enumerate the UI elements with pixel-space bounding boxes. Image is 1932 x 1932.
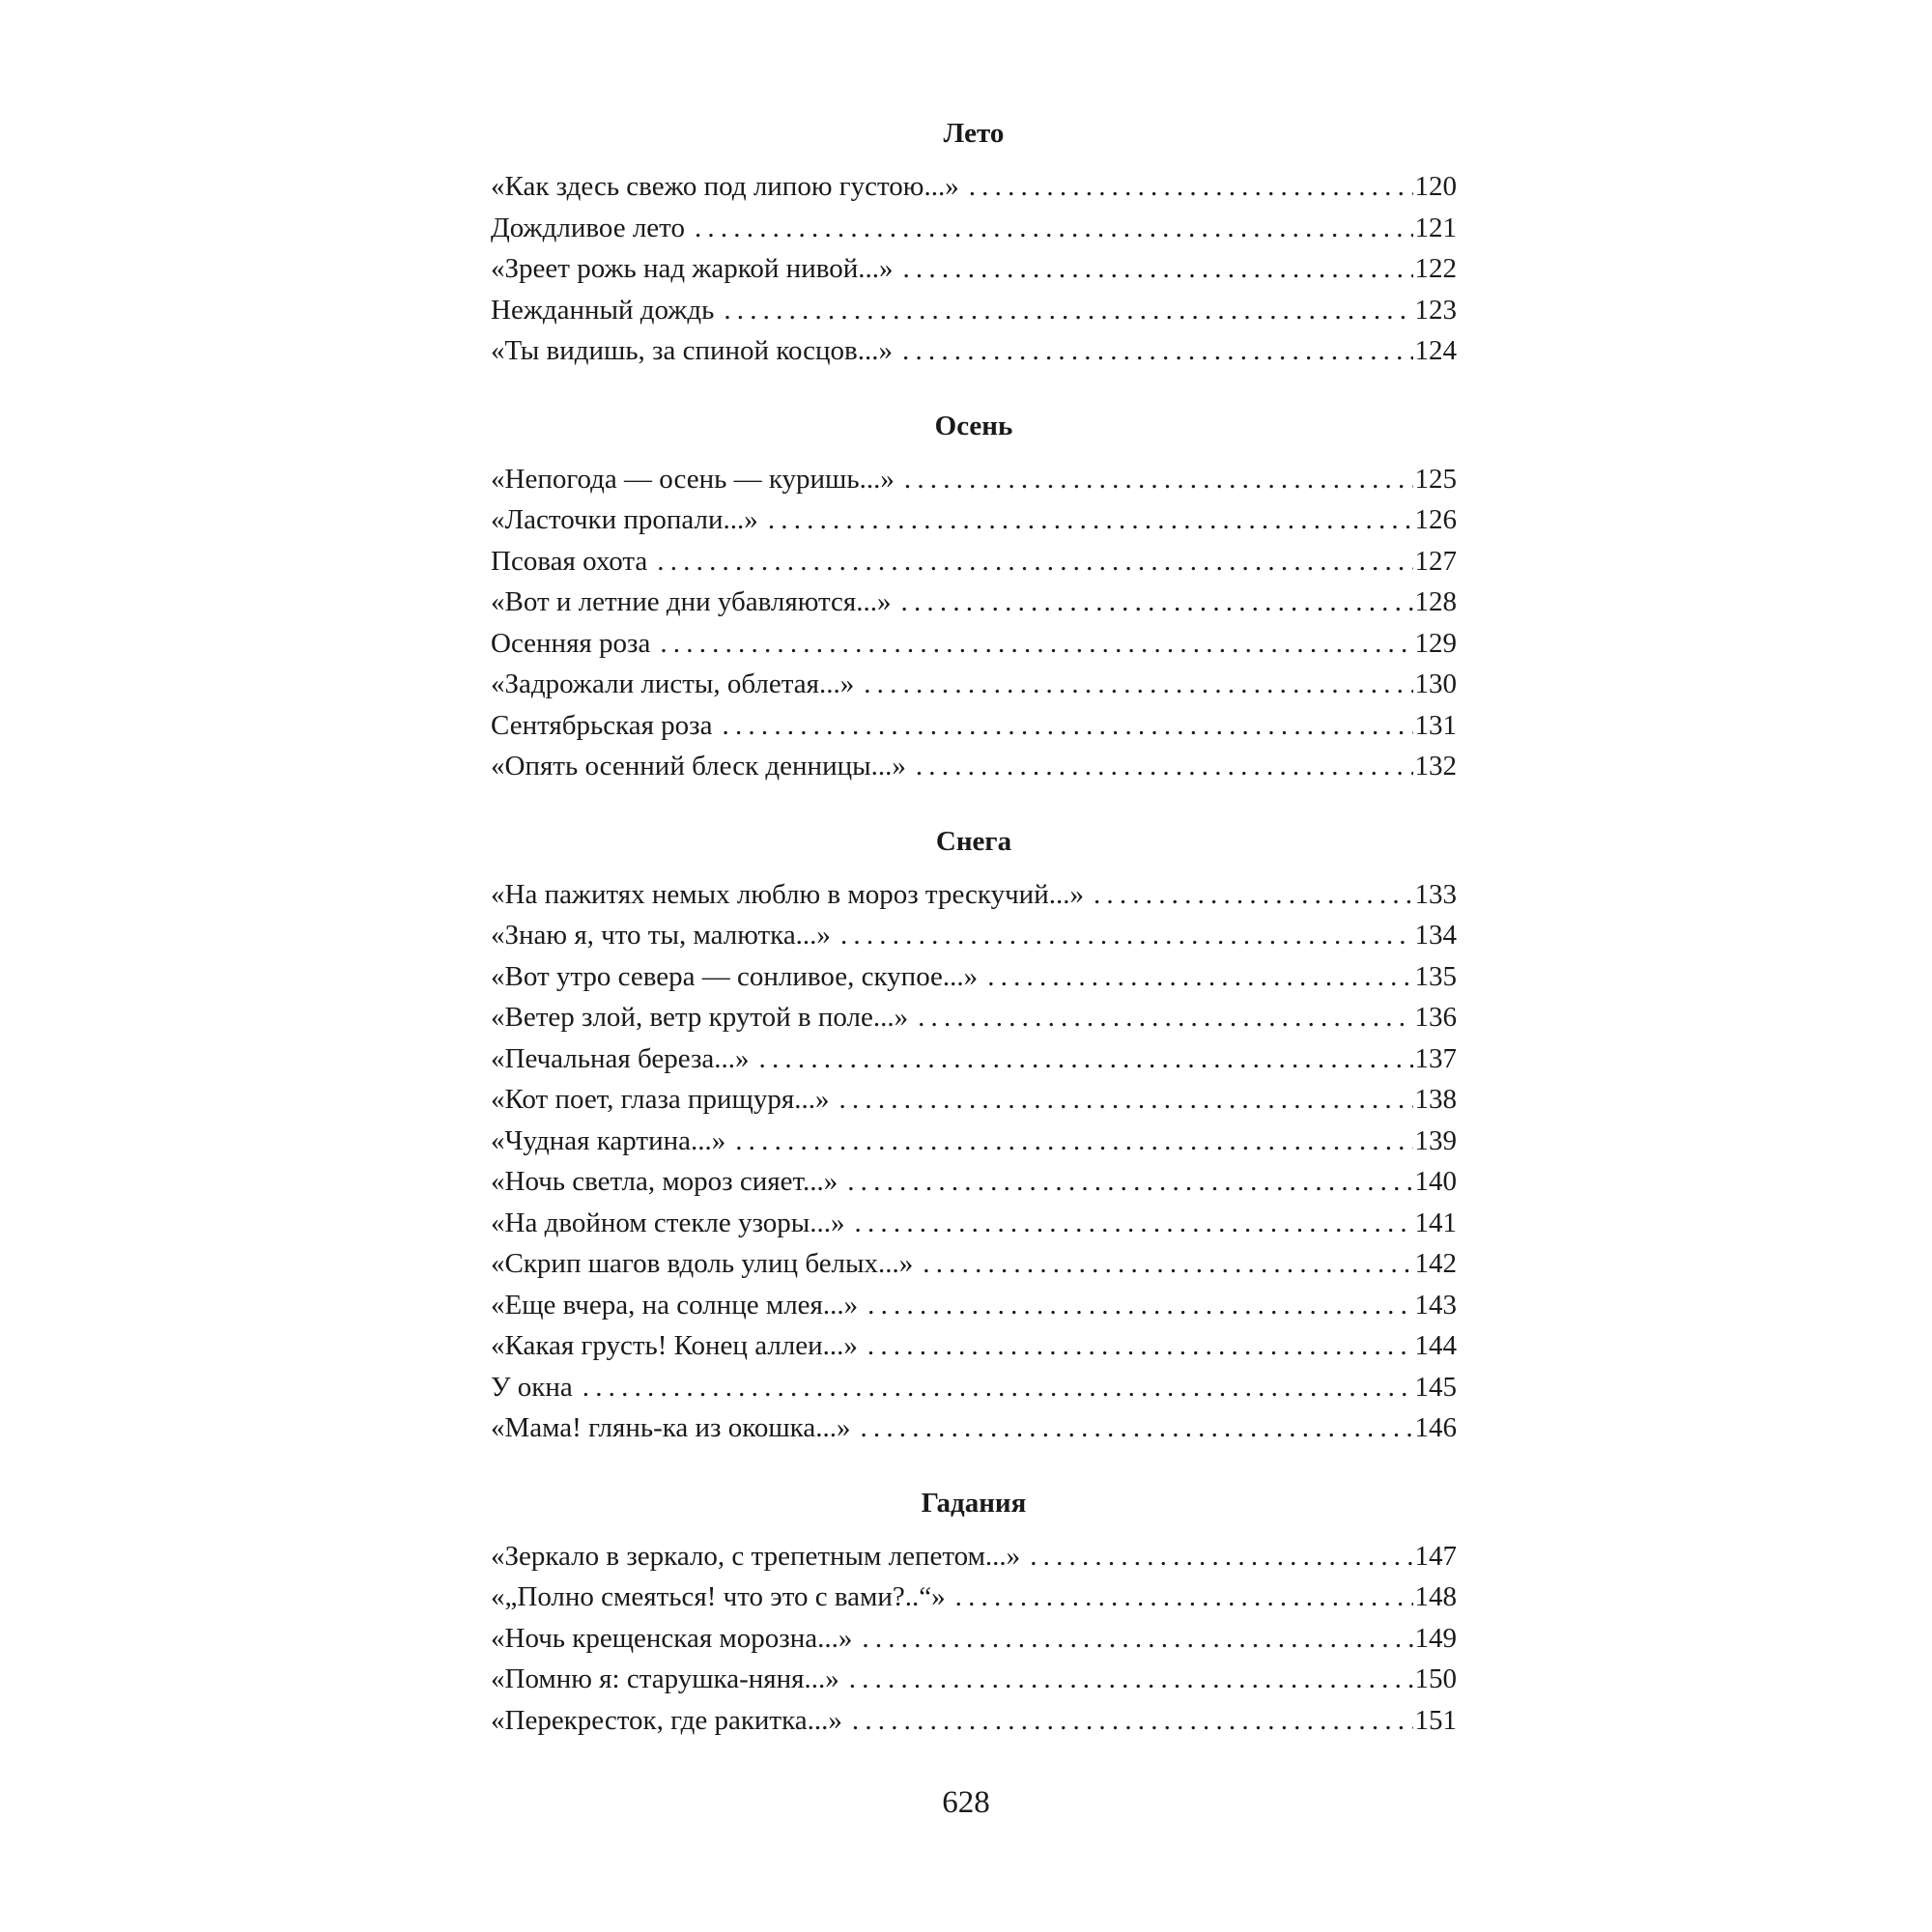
entry-page-number: 130 [1414, 668, 1457, 699]
dot-leader [969, 166, 1413, 208]
dot-leader [855, 1203, 1413, 1244]
dot-leader [904, 459, 1413, 500]
entry-title: «Какая грусть! Конец аллеи...» [491, 1330, 858, 1361]
entry-title: «Ветер злой, ветр крутой в поле...» [491, 1002, 909, 1033]
dot-leader [862, 1618, 1412, 1660]
dot-leader [916, 746, 1413, 787]
dot-leader [955, 1577, 1413, 1618]
entry-title: Дождливое лето [491, 212, 685, 243]
entry-page-number: 151 [1414, 1704, 1457, 1736]
toc-entries [491, 459, 1457, 787]
dot-leader [735, 1121, 1412, 1162]
section-heading: Гадания [921, 1487, 1027, 1519]
dot-leader [724, 290, 1412, 331]
toc-entry [491, 248, 1457, 290]
toc-entry [491, 290, 1457, 331]
entry-page-number: 147 [1414, 1540, 1457, 1572]
toc-entry [491, 915, 1457, 956]
dot-leader [867, 1285, 1412, 1326]
entry-title: «Чудная картина...» [491, 1124, 726, 1156]
dot-leader [852, 1700, 1413, 1742]
entry-page-number: 128 [1414, 586, 1457, 617]
entry-title: «Ласточки пропали...» [491, 504, 758, 535]
toc-entry [491, 330, 1457, 372]
dot-leader [660, 623, 1412, 665]
entry-page-number: 144 [1414, 1330, 1457, 1361]
entry-page-number: 120 [1414, 171, 1457, 202]
entry-title: «Ты видишь, за спиной косцов...» [491, 335, 893, 366]
entry-title: «Скрип шагов вдоль улиц белых...» [491, 1248, 914, 1279]
toc-entry [491, 208, 1457, 249]
entry-title: «На пажитях немых люблю в мороз трескучий...» [491, 878, 1084, 910]
dot-leader [902, 248, 1412, 290]
toc-entries [491, 1536, 1457, 1742]
dot-leader [582, 1367, 1413, 1408]
entry-page-number: 139 [1414, 1124, 1457, 1156]
entry-title: «Еще вчера, на солнце млея...» [491, 1289, 859, 1321]
dot-leader [768, 499, 1413, 541]
toc-section-snows [491, 822, 1457, 1449]
entry-title: «Задрожали листы, облетая...» [491, 668, 855, 699]
entry-title: «Мама! глянь-ка из окошка...» [491, 1412, 851, 1443]
section-heading: Осень [934, 410, 1013, 441]
entry-page-number: 141 [1414, 1207, 1457, 1238]
toc-entries [491, 166, 1457, 372]
toc-entry [491, 1325, 1457, 1367]
entry-title: Осенняя роза [491, 627, 651, 659]
toc-entry [491, 582, 1457, 623]
toc-entry [491, 1659, 1457, 1700]
page-number: 628 [942, 1785, 990, 1820]
entry-page-number: 143 [1414, 1289, 1457, 1321]
entry-title: Нежданный дождь [491, 294, 715, 326]
toc-section-fortune-telling [491, 1484, 1457, 1742]
dot-leader [987, 956, 1412, 998]
entry-page-number: 124 [1414, 335, 1457, 366]
entry-page-number: 145 [1414, 1371, 1457, 1403]
dot-leader [923, 1243, 1412, 1285]
entry-page-number: 122 [1414, 253, 1457, 284]
entry-page-number: 136 [1414, 1002, 1457, 1033]
entry-title: «Вот утро севера — сонливое, скупое...» [491, 960, 979, 992]
toc-entry [491, 1121, 1457, 1162]
entry-title: «Знаю я, что ты, малютка...» [491, 920, 831, 951]
toc-entry [491, 956, 1457, 998]
entry-page-number: 135 [1414, 960, 1457, 992]
toc-entry [491, 874, 1457, 916]
dot-leader [759, 1038, 1413, 1080]
entry-page-number: 149 [1414, 1622, 1457, 1654]
entry-page-number: 134 [1414, 920, 1457, 951]
toc-entry [491, 1243, 1457, 1285]
table-of-contents [491, 114, 1457, 1776]
toc-section-autumn [491, 407, 1457, 787]
toc-entry [491, 1618, 1457, 1660]
dot-leader [847, 1161, 1412, 1203]
toc-entry [491, 166, 1457, 208]
entry-title: Псовая охота [491, 545, 648, 577]
section-heading: Снега [935, 825, 1012, 857]
dot-leader [901, 582, 1413, 623]
entry-title: «Ночь крещенская морозна...» [491, 1622, 853, 1654]
toc-entry [491, 746, 1457, 787]
entry-title: «Непогода — осень — куришь...» [491, 463, 895, 495]
entry-page-number: 137 [1414, 1042, 1457, 1074]
dot-leader [723, 705, 1413, 747]
entry-title: «На двойном стекле узоры...» [491, 1207, 845, 1238]
dot-leader [867, 1325, 1413, 1367]
toc-entry [491, 623, 1457, 665]
entry-title: «Опять осенний блеск денницы...» [491, 751, 906, 781]
dot-leader [838, 1079, 1412, 1121]
toc-entry [491, 997, 1457, 1038]
section-heading: Лето [943, 118, 1005, 149]
toc-entry [491, 541, 1457, 582]
toc-entry [491, 1285, 1457, 1326]
entry-title: У окна [491, 1371, 573, 1403]
toc-entry [491, 1577, 1457, 1618]
entry-title: «Зеркало в зеркало, с трепетным лепетом...» [491, 1540, 1021, 1572]
dot-leader [860, 1407, 1412, 1449]
dot-leader [902, 330, 1413, 372]
entry-title: «Печальная береза...» [491, 1042, 750, 1074]
entry-page-number: 132 [1414, 751, 1457, 781]
entry-page-number: 125 [1414, 463, 1457, 495]
entry-title: «Помню я: старушка-няня...» [491, 1663, 839, 1694]
entry-page-number: 126 [1414, 504, 1457, 535]
toc-entries [491, 874, 1457, 1449]
toc-section-summer [491, 114, 1457, 372]
toc-entry [491, 459, 1457, 500]
entry-page-number: 131 [1414, 709, 1457, 741]
entry-page-number: 142 [1414, 1248, 1457, 1279]
entry-title: «„Полно смеяться! что это с вами?..“» [491, 1581, 946, 1612]
entry-title: «Вот и летние дни убавляются...» [491, 586, 892, 617]
toc-entry [491, 1161, 1457, 1203]
entry-title: «Кот поет, глаза прищуря...» [491, 1084, 830, 1115]
entry-title: «Ночь светла, мороз сияет...» [491, 1166, 838, 1197]
entry-page-number: 127 [1414, 545, 1457, 577]
dot-leader [849, 1659, 1413, 1700]
entry-page-number: 150 [1414, 1663, 1457, 1694]
entry-page-number: 138 [1414, 1084, 1457, 1115]
dot-leader [918, 997, 1412, 1038]
dot-leader [840, 915, 1413, 956]
entry-page-number: 140 [1414, 1166, 1457, 1197]
toc-entry [491, 499, 1457, 541]
toc-entry [491, 1203, 1457, 1244]
toc-entry [491, 664, 1457, 705]
entry-page-number: 146 [1414, 1412, 1457, 1443]
dot-leader [695, 208, 1413, 249]
entry-title: «Как здесь свежо под липою густою...» [491, 171, 959, 202]
toc-entry [491, 1536, 1457, 1577]
entry-page-number: 121 [1414, 212, 1457, 243]
dot-leader [657, 541, 1412, 582]
entry-page-number: 129 [1414, 627, 1457, 659]
toc-entry [491, 1700, 1457, 1742]
entry-page-number: 148 [1414, 1581, 1457, 1612]
dot-leader [1094, 874, 1413, 916]
entry-title: Сентябрьская роза [491, 709, 713, 741]
toc-entry [491, 1079, 1457, 1121]
toc-entry [491, 1367, 1457, 1408]
entry-title: «Перекресток, где ракитка...» [491, 1704, 842, 1736]
entry-page-number: 123 [1414, 294, 1457, 326]
toc-entry [491, 1038, 1457, 1080]
toc-entry [491, 1407, 1457, 1449]
entry-title: «Зреет рожь над жаркой нивой...» [491, 253, 894, 284]
dot-leader [864, 664, 1412, 705]
dot-leader [1030, 1536, 1412, 1577]
entry-page-number: 133 [1414, 878, 1457, 910]
toc-entry [491, 705, 1457, 747]
